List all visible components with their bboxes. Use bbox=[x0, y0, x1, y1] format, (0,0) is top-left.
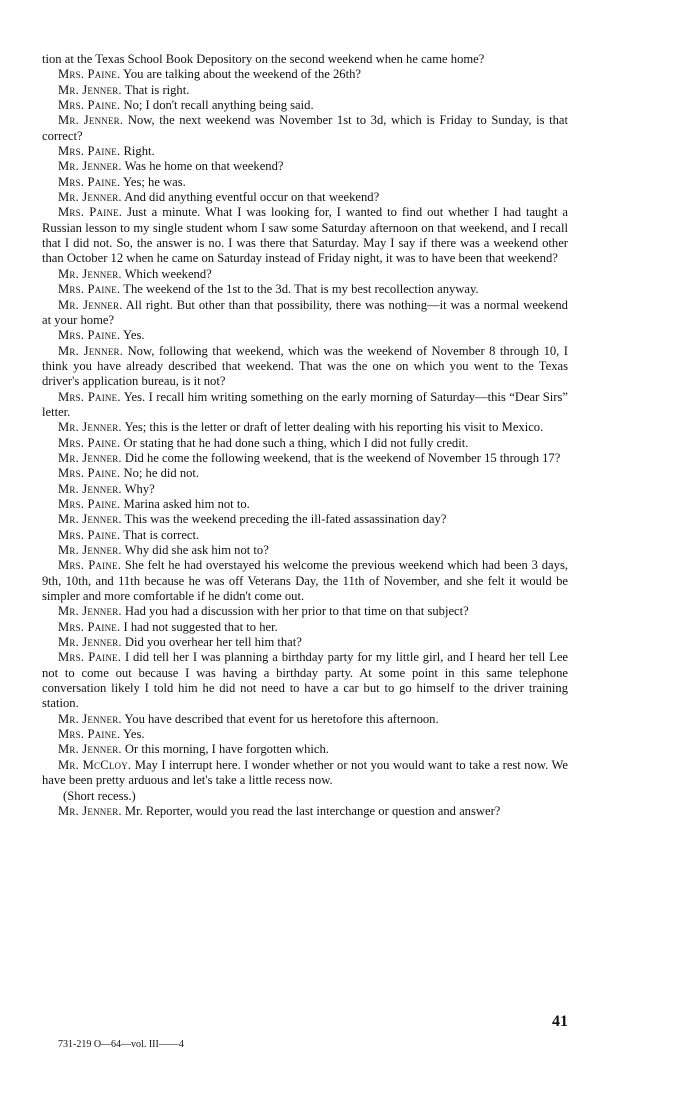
testimony-paragraph bbox=[42, 742, 568, 757]
testimony-paragraph bbox=[42, 604, 568, 619]
testimony-paragraph bbox=[42, 98, 568, 113]
testimony-paragraph bbox=[42, 144, 568, 159]
speaker-name: Mrs. Paine. bbox=[58, 558, 122, 573]
testimony-paragraph bbox=[42, 436, 568, 451]
speaker-name: Mrs. Paine. bbox=[58, 67, 121, 82]
speech-text: Yes; he was. bbox=[123, 174, 186, 189]
testimony-paragraph bbox=[42, 789, 568, 804]
testimony-paragraph bbox=[42, 497, 568, 512]
speaker-name: Mrs. Paine. bbox=[58, 328, 121, 343]
testimony-paragraph bbox=[42, 558, 568, 604]
speaker-name: Mr. Jenner. bbox=[58, 343, 124, 358]
speech-text: She felt he had overstayed his welcome the previous weekend which had been 3 days, 9th, 10th, and 11th because he was off Veterans Day, the 11th of November, and she felt it would be simpler and more comfortable if he didn't come out. bbox=[42, 558, 568, 604]
testimony-paragraph bbox=[42, 650, 568, 711]
speech-text: No; he did not. bbox=[123, 466, 200, 481]
speaker-name: Mr. Jenner. bbox=[58, 190, 122, 205]
speech-text: Had you had a discussion with her prior to that time on that subject? bbox=[124, 604, 469, 619]
speech-text: Why? bbox=[124, 481, 155, 496]
testimony-paragraph bbox=[42, 758, 568, 789]
speaker-name: Mr. Jenner. bbox=[58, 742, 122, 757]
speech-text: Yes; this is the letter or draft of letter dealing with his reporting his visit to Mexico. bbox=[124, 420, 544, 435]
testimony-paragraph bbox=[42, 67, 568, 82]
testimony-paragraph bbox=[42, 159, 568, 174]
speech-text: All right. But other than that possibility, there was nothing—it was a normal weekend at your home? bbox=[42, 297, 568, 327]
testimony-paragraph bbox=[42, 83, 568, 98]
testimony-paragraph bbox=[42, 175, 568, 190]
speaker-name: Mr. Jenner. bbox=[58, 297, 123, 312]
speaker-name: Mr. Jenner. bbox=[58, 803, 122, 818]
speaker-name: Mr. Jenner. bbox=[58, 420, 122, 435]
speech-text: No; I don't recall anything being said. bbox=[123, 98, 314, 113]
speech-text: You are talking about the weekend of the 26th? bbox=[123, 67, 361, 82]
speaker-name: Mr. Jenner. bbox=[58, 711, 122, 726]
speaker-name: Mrs. Paine. bbox=[58, 466, 121, 481]
testimony-paragraph bbox=[42, 298, 568, 329]
testimony-paragraph bbox=[42, 390, 568, 421]
speech-text: Which weekend? bbox=[124, 266, 212, 281]
speaker-name: Mr. Jenner. bbox=[58, 113, 124, 128]
speaker-name: Mrs. Paine. bbox=[58, 389, 121, 404]
speech-text: Mr. Reporter, would you read the last interchange or question and answer? bbox=[124, 803, 501, 818]
speaker-name: Mr. Jenner. bbox=[58, 543, 122, 557]
speech-text: I had not suggested that to her. bbox=[123, 619, 278, 634]
speech-text: Yes. bbox=[123, 727, 145, 742]
speech-text: I did tell her I was planning a birthday party for my little girl, and I heard her tell Lee not to come out because I was having a birthday party. At some point in this same telephone conversation likely I told him he did not need to have a car but to go himself to the driver training station. bbox=[42, 650, 568, 711]
speech-text: Was he home on that weekend? bbox=[124, 159, 284, 174]
testimony-paragraph bbox=[42, 113, 568, 144]
speaker-name: Mrs. Paine. bbox=[58, 98, 121, 113]
testimony-paragraph bbox=[42, 512, 568, 527]
testimony-paragraph bbox=[42, 420, 568, 435]
speaker-name: Mr. McCloy. bbox=[58, 757, 132, 772]
speech-text: Did he come the following weekend, that is the weekend of November 15 through 17? bbox=[124, 450, 561, 465]
speech-text: The weekend of the 1st to the 3d. That is my best recollection anyway. bbox=[123, 282, 479, 297]
speech-text: Marina asked him not to. bbox=[123, 496, 250, 511]
speaker-name: Mrs. Paine. bbox=[58, 527, 121, 542]
testimony-paragraph bbox=[42, 466, 568, 481]
speaker-name: Mrs. Paine. bbox=[58, 174, 121, 189]
testimony-paragraph bbox=[42, 543, 568, 558]
continuation-paragraph: tion at the Texas School Book Depository on the second weekend when he came home? bbox=[42, 52, 485, 66]
testimony-paragraph bbox=[42, 451, 568, 466]
testimony-paragraph bbox=[42, 620, 568, 635]
speaker-name: Mr. Jenner. bbox=[58, 481, 122, 496]
speaker-name: Mrs. Paine. bbox=[58, 144, 121, 159]
speaker-name: Mrs. Paine. bbox=[58, 205, 123, 220]
testimony-paragraph bbox=[42, 635, 568, 650]
speech-text: Now, following that weekend, which was the weekend of November 8 through 10, I think you have already described that weekend. That was the one on which you went to the Texas driver's application bureau, is it not? bbox=[42, 343, 568, 389]
testimony-paragraph bbox=[42, 482, 568, 497]
speech-text: Yes. bbox=[123, 328, 145, 343]
speaker-name: Mr. Jenner. bbox=[58, 82, 122, 97]
speaker-name: Mrs. Paine. bbox=[58, 727, 121, 742]
speaker-name: Mr. Jenner. bbox=[58, 266, 122, 281]
speech-text: Or stating that he had done such a thing, which I did not fully credit. bbox=[123, 435, 469, 450]
testimony-paragraphs bbox=[42, 67, 568, 819]
speech-text: And did anything eventful occur on that weekend? bbox=[124, 190, 380, 205]
speech-text: You have described that event for us heretofore this afternoon. bbox=[124, 711, 439, 726]
speech-text: That is right. bbox=[124, 82, 190, 97]
speaker-name: Mrs. Paine. bbox=[58, 435, 121, 450]
speaker-name: Mr. Jenner. bbox=[58, 635, 122, 650]
speaker-name: Mr. Jenner. bbox=[58, 159, 122, 174]
speech-text: That is correct. bbox=[123, 527, 200, 542]
speaker-name: Mrs. Paine. bbox=[58, 619, 121, 634]
speech-text: Right. bbox=[123, 144, 155, 159]
testimony-paragraph bbox=[42, 282, 568, 297]
testimony-paragraph bbox=[42, 267, 568, 282]
testimony-paragraph bbox=[42, 712, 568, 727]
transcript-page bbox=[42, 52, 568, 819]
speech-text: May I interrupt here. I wonder whether or not you would want to take a rest now. We have been pretty arduous and let's take a little recess now. bbox=[42, 757, 569, 788]
speaker-name: Mr. Jenner. bbox=[58, 450, 122, 465]
speaker-name: Mrs. Paine. bbox=[58, 282, 121, 297]
testimony-paragraph bbox=[42, 190, 568, 205]
speaker-name: Mrs. Paine. bbox=[58, 650, 122, 665]
page-number: 41 bbox=[552, 1013, 568, 1030]
speaker-name: Mr. Jenner. bbox=[58, 512, 122, 527]
speech-text: This was the weekend preceding the ill-fated assassination day? bbox=[124, 512, 447, 527]
speech-text: Just a minute. What I was looking for, I wanted to find out whether I had taught a Russian lesson to my single student whom I saw some Saturday afternoon on that weekend, and I recall that I did not. So, the answer is no. I was there that Saturday. May I say if there was a weekend other than October 12 when he came on Saturday instead of Friday night, it was to have been that weekend? bbox=[42, 205, 568, 266]
speech-text: Yes. I recall him writing something on the early morning of Saturday—this “Dear Sirs” letter. bbox=[42, 389, 568, 419]
speech-text: Did you overhear her tell him that? bbox=[124, 635, 302, 650]
speech-text: Now, the next weekend was November 1st to 3d, which is Friday to Sunday, is that correct? bbox=[42, 113, 568, 143]
testimony-paragraph bbox=[42, 804, 568, 819]
speech-text: Or this morning, I have forgotten which. bbox=[124, 742, 329, 757]
testimony-paragraph bbox=[42, 727, 568, 742]
testimony-paragraph bbox=[42, 328, 568, 343]
speech-text: (Short recess.) bbox=[63, 788, 136, 803]
speech-text: Why did she ask him not to? bbox=[124, 543, 269, 557]
testimony-paragraph bbox=[42, 528, 568, 543]
testimony-paragraph bbox=[42, 205, 568, 266]
speaker-name: Mr. Jenner. bbox=[58, 604, 122, 619]
testimony-paragraph bbox=[42, 344, 568, 390]
print-footer: 731-219 O—64—vol. III——4 bbox=[58, 1039, 184, 1050]
speaker-name: Mrs. Paine. bbox=[58, 496, 121, 511]
